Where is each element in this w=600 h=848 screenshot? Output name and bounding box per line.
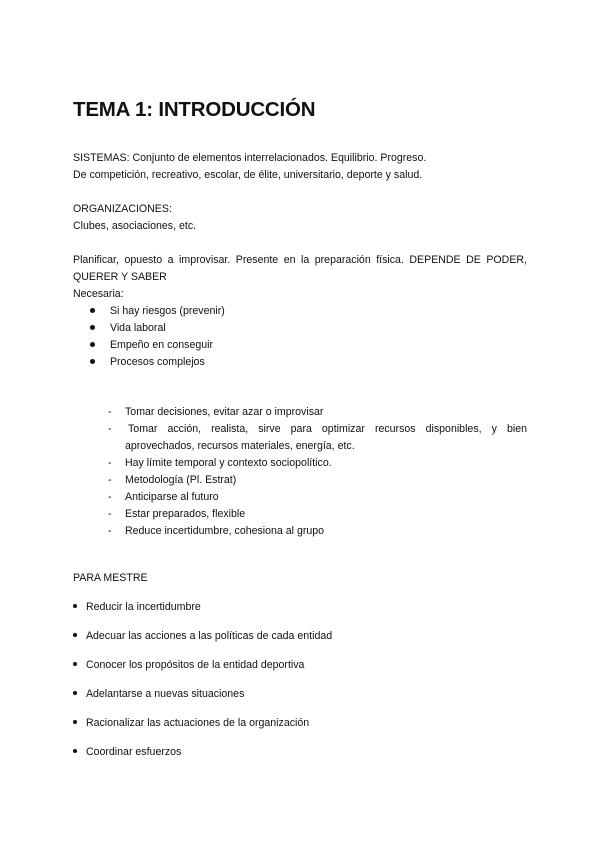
list-item: Procesos complejos <box>90 354 205 371</box>
list-item: Racionalizar las actuaciones de la organización <box>73 715 309 732</box>
bullet-icon <box>90 342 95 347</box>
dash-item: Anticiparse al futuro <box>125 491 219 503</box>
dash-marker: - <box>108 423 112 435</box>
organizaciones-line: Clubes, asociaciones, etc. <box>73 220 197 232</box>
bullet-icon <box>90 359 95 364</box>
bullet-icon <box>90 325 95 330</box>
bullet-icon <box>73 691 77 695</box>
dash-marker: - <box>108 457 112 469</box>
necesaria-label: Necesaria: <box>73 288 124 300</box>
dash-item-continuation: aprovechados, recursos materiales, energía, etc. <box>125 440 355 452</box>
dash-item: Hay límite temporal y contexto sociopolítico. <box>125 457 332 469</box>
dash-marker: - <box>108 474 112 486</box>
organizaciones-heading: ORGANIZACIONES: <box>73 203 172 215</box>
para-mestre-heading: PARA MESTRE <box>73 572 148 584</box>
bullet-icon <box>90 308 95 313</box>
bullet-icon <box>73 720 77 724</box>
dash-item: Metodología (Pl. Estrat) <box>125 474 237 486</box>
planificar-line-1: Planificar, opuesto a improvisar. Presente en la preparación física. DEPENDE DE PODER, <box>73 254 527 266</box>
sistemas-line-2: De competición, recreativo, escolar, de élite, universitario, deporte y salud. <box>73 169 423 181</box>
list-item: Conocer los propósitos de la entidad deportiva <box>73 657 304 674</box>
dash-marker: - <box>108 491 112 503</box>
list-item: Reducir la incertidumbre <box>73 599 201 616</box>
dash-item: Tomar decisiones, evitar azar o improvisar <box>125 406 324 418</box>
list-item: Empeño en conseguir <box>90 337 213 354</box>
sistemas-line-1: SISTEMAS: Conjunto de elementos interrelacionados. Equilibrio. Progreso. <box>73 152 427 164</box>
planificar-line-2: QUERER Y SABER <box>73 271 167 283</box>
list-item: Si hay riesgos (prevenir) <box>90 303 225 320</box>
page-title: TEMA 1: INTRODUCCIÓN <box>73 98 316 121</box>
bullet-icon <box>73 749 77 753</box>
bullet-icon <box>73 662 77 666</box>
dash-marker: - <box>108 406 112 418</box>
bullet-icon <box>73 604 77 608</box>
dash-marker: - <box>108 525 112 537</box>
list-item: Adecuar las acciones a las políticas de cada entidad <box>73 628 332 645</box>
dash-item: Reduce incertidumbre, cohesiona al grupo <box>125 525 325 537</box>
list-item: Vida laboral <box>90 320 166 337</box>
dash-item: Tomar acción, realista, sirve para optimizar recursos disponibles, y bien <box>128 423 527 435</box>
bullet-icon <box>73 633 77 637</box>
dash-marker: - <box>108 508 112 520</box>
dash-item: Estar preparados, flexible <box>125 508 246 520</box>
list-item: Coordinar esfuerzos <box>73 744 181 761</box>
list-item: Adelantarse a nuevas situaciones <box>73 686 244 703</box>
